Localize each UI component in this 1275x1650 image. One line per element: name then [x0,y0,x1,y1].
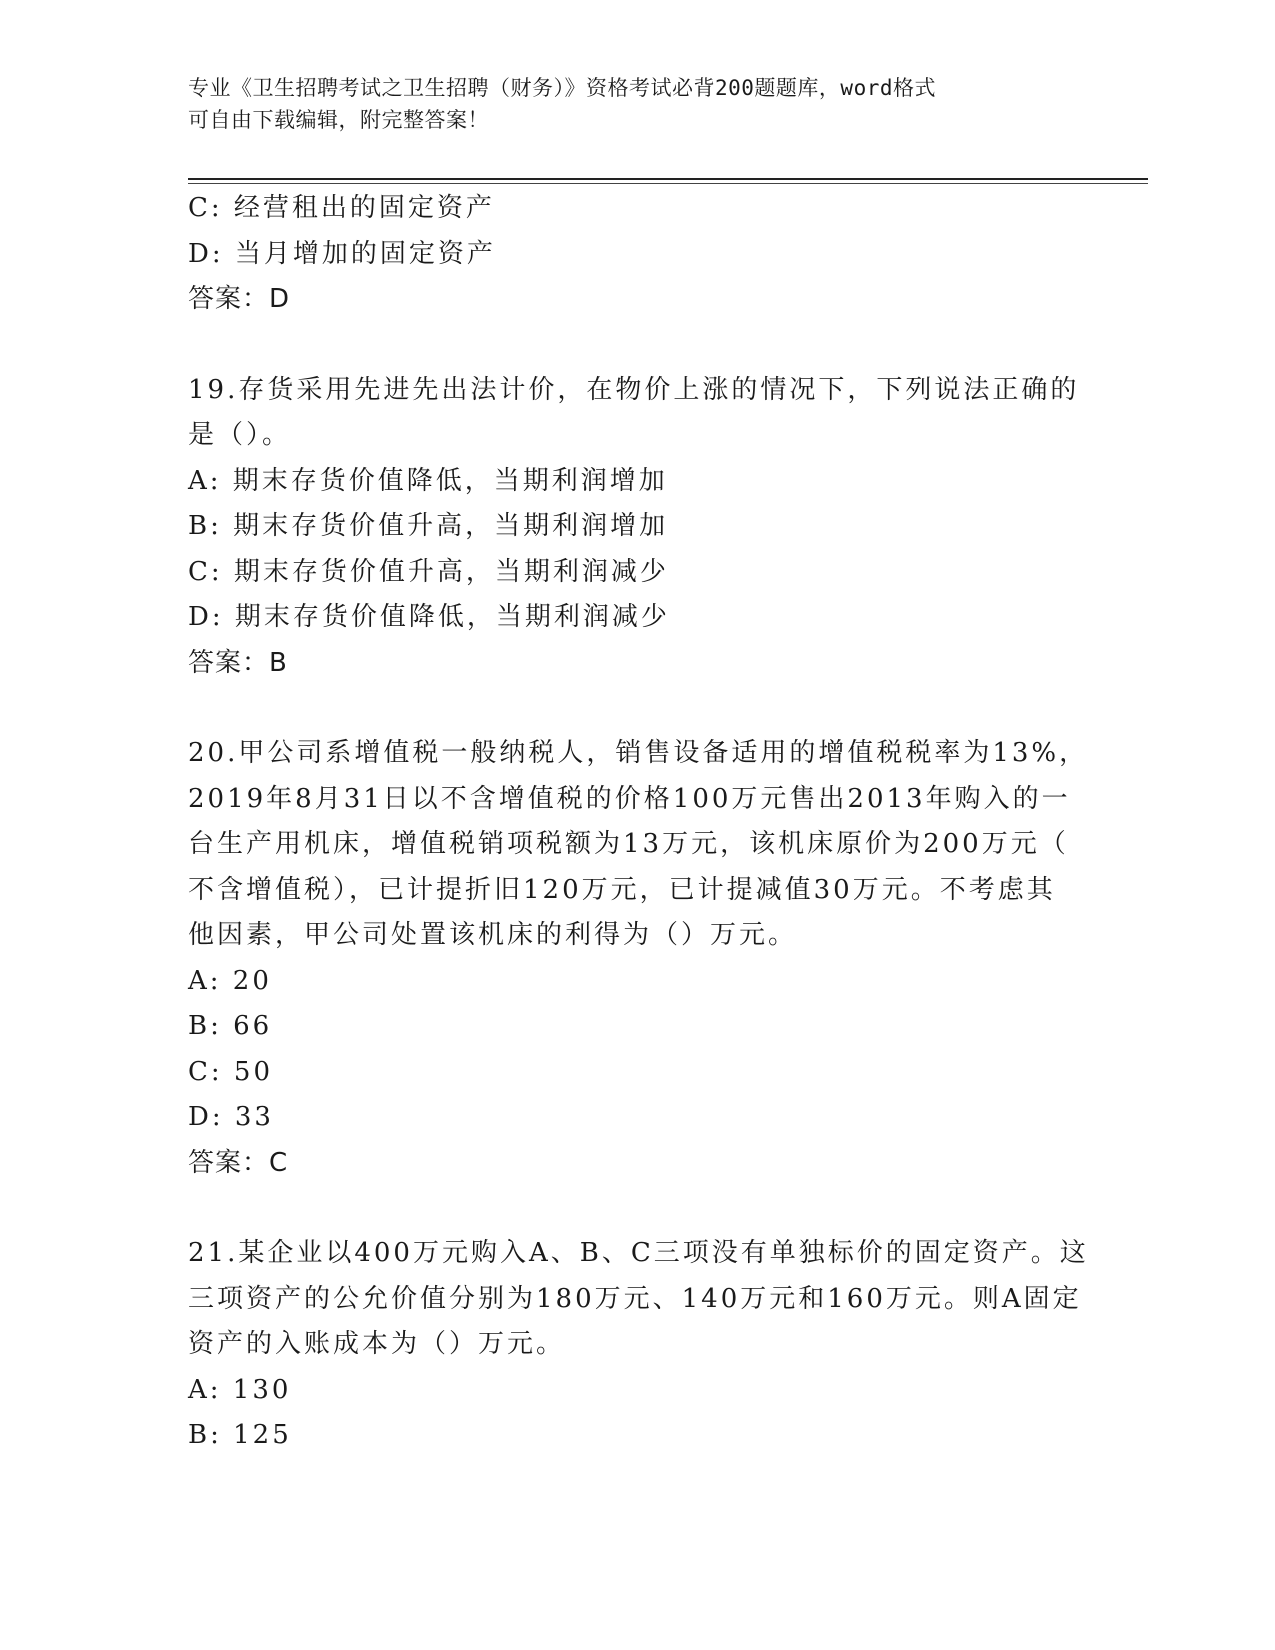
question-19 [188,368,1088,687]
question-stem-line: 他因素，甲公司处置该机床的利得为（）万元。 [188,920,798,950]
spacer [188,686,1088,731]
header-title-line-2: 可自由下载编辑，附完整答案！ [188,108,489,132]
option-a: A: 期末存货价值降低，当期利润增加 [188,465,668,496]
question-20 [188,731,1088,1186]
question-content [188,186,1088,1459]
option-c: C: 经营租出的固定资产 [188,193,495,223]
question-stem-line: 资产的入账成本为（）万元。 [188,1329,566,1359]
document-header [188,72,1068,136]
header-divider-thin [188,183,1148,184]
option-c: C: 50 [188,1056,274,1087]
answer-line: 答案：C [188,1147,289,1178]
question-stem-line: 三项资产的公允价值分别为180万元、140万元和160万元。则A固定 [188,1283,1082,1314]
answer-line: 答案：B [188,647,288,678]
question-18-tail [188,186,1088,323]
option-c: C: 期末存货价值升高，当期利润减少 [188,556,669,587]
question-21 [188,1231,1088,1459]
option-b: B: 期末存货价值升高，当期利润增加 [188,511,669,541]
question-stem-line: 20.甲公司系增值税一般纳税人，销售设备适用的增值税税率为13%， [188,738,1089,768]
question-stem-line: 台生产用机床，增值税销项税额为13万元，该机床原价为200万元（ [188,829,1069,859]
option-b: B: 125 [188,1420,292,1450]
question-stem-line: 21.某企业以400万元购入A、B、C三项没有单独标价的固定资产。这 [188,1238,1089,1268]
option-a: A: 20 [188,965,272,996]
question-stem-line: 2019年8月31日以不含增值税的价格100万元售出2013年购入的一 [188,783,1071,814]
option-d: D: 33 [188,1102,274,1132]
option-d: D: 期末存货价值降低，当期利润减少 [188,602,670,632]
option-b: B: 66 [188,1011,273,1041]
spacer [188,1186,1088,1231]
question-stem-line: 是（）。 [188,420,292,450]
answer-line: 答案：D [188,284,291,314]
option-d: D: 当月增加的固定资产 [188,238,496,269]
question-stem-line: 不含增值税），已计提折旧120万元，已计提减值30万元。不考虑其 [188,874,1056,905]
spacer [188,323,1088,368]
option-a: A: 130 [188,1374,292,1405]
header-divider-thick [188,178,1148,180]
question-stem-line: 19.存货采用先进先出法计价，在物价上涨的情况下，下列说法正确的 [188,374,1080,405]
header-title-line-1: 专业《卫生招聘考试之卫生招聘（财务）》资格考试必背200题题库，word格式 [188,76,936,100]
